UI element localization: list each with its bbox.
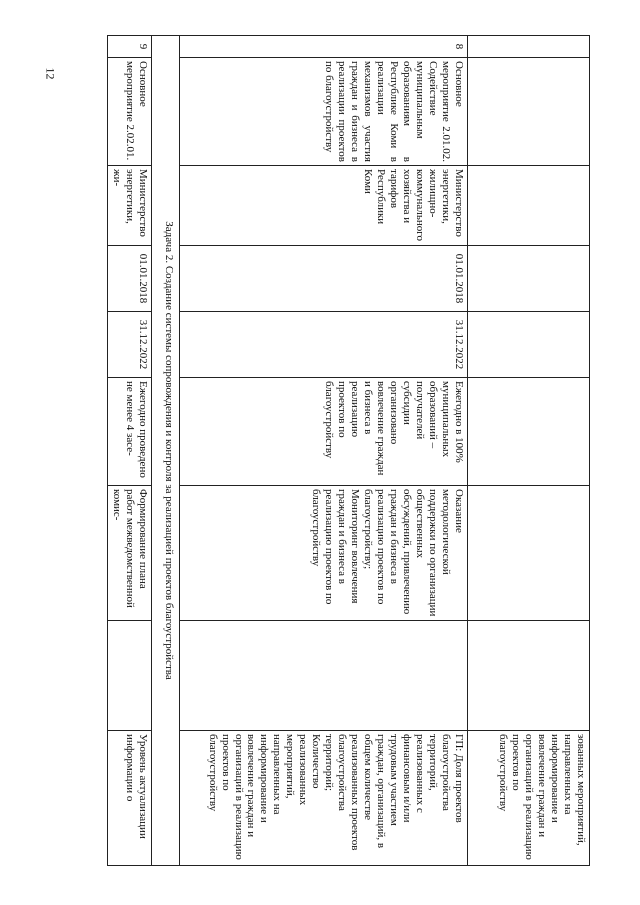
indicator-cell: ГП: Доля проектов благоустройства территорий, реализованных с финансовым и/или трудовым участием граждан, организаций, в общем количестве реализованных проектов благоустройства территорий; Количество реализованных мероприятий, направленных на информирование и вовлечение граждан и организаций в реализацию проектов по благоустройству xyxy=(180,731,468,866)
description-cell: Формирование плана работ межведомственной комис- xyxy=(108,486,152,621)
description-cell: Оказание методологической поддержки по организации общественных обсуждений, привлечению граждан и бизнеса в реализацию проектов по благоустройству; Мониторинг вовлечения граждан и бизнеса в реализацию проектов по благоустройству xyxy=(180,486,468,621)
indicator-cell: Уровень актуализации информации о xyxy=(108,731,152,866)
executor-cell: Министерство энергетики, жилищно-коммунального хозяйства и тарифов Республики Коми xyxy=(180,166,468,246)
cell-empty xyxy=(468,378,590,486)
cell-empty xyxy=(468,36,590,58)
start-date-cell: 01.01.2018 xyxy=(180,246,468,312)
executor-cell: Министерство энергетики, жи- xyxy=(108,166,152,246)
expected-result-cell: Ежегодно в 100% муниципальных образований – получателей субсидии организовано вовлечение граждан и бизнеса в реализацию проектов по благоустройству xyxy=(180,378,468,486)
cell-empty xyxy=(468,58,590,166)
end-date-cell: 31.12.2022 xyxy=(180,312,468,378)
cell-empty xyxy=(468,166,590,246)
expected-result-cell: Ежегодно проведено не менее 4 засе- xyxy=(108,378,152,486)
cell-empty xyxy=(468,312,590,378)
empty-cell xyxy=(108,621,152,731)
measure-name-cell: Основное мероприятие 2.02.01. xyxy=(108,58,152,166)
table-row-continuation xyxy=(468,36,590,866)
task-heading-row xyxy=(152,36,180,866)
table-row-8 xyxy=(180,36,468,866)
end-date-cell: 31.12.2022 xyxy=(108,312,152,378)
empty-cell xyxy=(180,621,468,731)
start-date-cell: 01.01.2018 xyxy=(108,246,152,312)
cell-empty xyxy=(468,621,590,731)
row-number: 8 xyxy=(180,36,468,58)
task-heading: Задача 2. Создание системы сопровождения и контроля за реализацией проектов благоустройства xyxy=(152,36,180,866)
table-row-9 xyxy=(108,36,152,866)
measure-name-cell: Основное мероприятие 2.01.02. Содействие муниципальным образованиям в Республике Коми в реализации механизмов участия граждан и бизнеса в реализации проектов по благоустройству xyxy=(180,58,468,166)
cell-empty xyxy=(468,486,590,621)
page-number: 12 xyxy=(43,67,58,80)
program-measures-table xyxy=(107,35,590,866)
cell-empty xyxy=(468,246,590,312)
indicator-cell: зованных мероприятий, направленных на информирование и вовлечение граждан и организаций в реализацию проектов по благоустройству xyxy=(468,731,590,866)
program-table-sheet xyxy=(70,35,590,865)
row-number: 9 xyxy=(108,36,152,58)
